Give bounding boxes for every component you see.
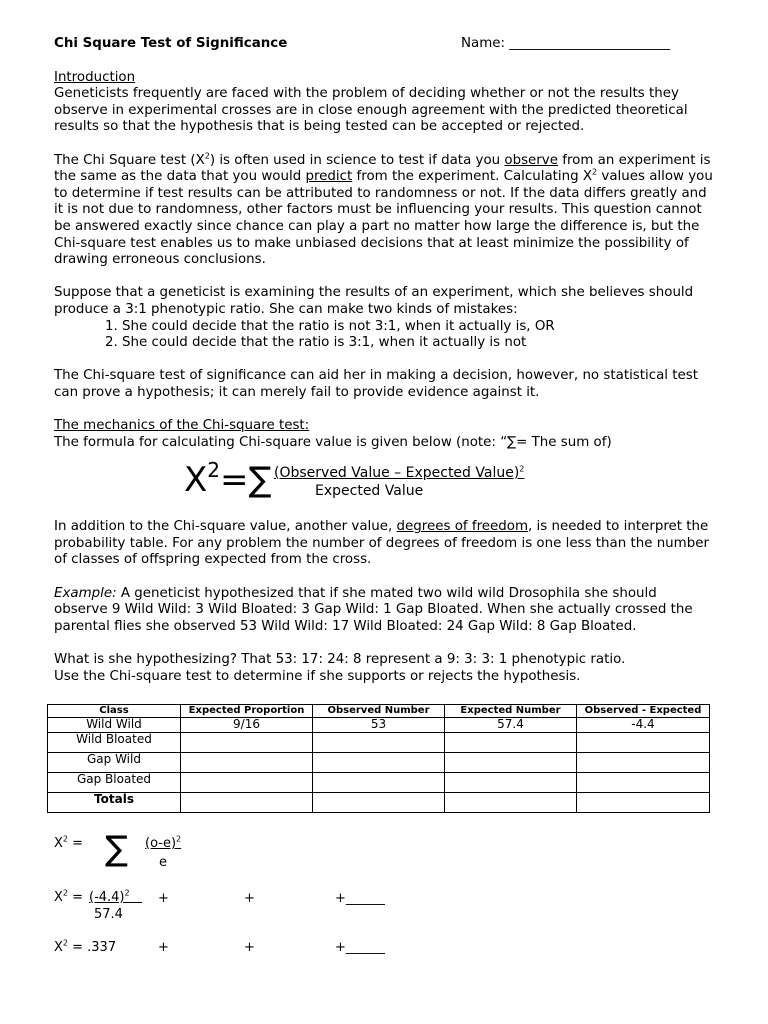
column-header: Class [48,705,181,718]
table-header-row [48,705,710,718]
document-body [54,36,714,685]
table-row [48,773,710,793]
table-cell[interactable] [313,793,445,813]
calc-line1-lhs: $X^2$ = [54,888,84,905]
calc-oe-numerator: $(o-e)^2$ [145,834,182,851]
calc-oe-denominator: e [159,855,167,870]
plus-blank[interactable]: +______ [335,940,385,955]
sigma-icon: ∑ [105,829,128,869]
table-cell[interactable] [181,753,313,773]
name-field-label[interactable]: Name: ________________________ [461,36,670,51]
instruction: Use the Chi-square test to determine if she supports or rejects the hypothesis. [54,668,581,684]
table-cell[interactable] [445,793,577,813]
calc-line2-lhs: $X^2 = .337$ [54,938,117,955]
table-cell[interactable] [445,773,577,793]
plus-sign: + [244,891,255,906]
table-cell[interactable] [181,793,313,813]
formula-denominator: Expected Value [315,483,424,500]
intro-paragraph: Geneticists frequently are faced with the problem of deciding whether or not the results they observe in experimental crosses are in close enough agreement with the predicted theoretical results so that the hypothesis that is being tested can be accepted or rejected. [54,86,688,135]
class-cell: Wild Bloated [48,733,181,753]
class-cell: Wild Wild [48,718,181,733]
calc-formula-lhs: $X^2$ = [54,834,84,851]
plus-sign: + [158,940,169,955]
class-cell: Gap Wild [48,753,181,773]
degrees-of-freedom-term: degrees of freedom [396,519,528,535]
formula-numerator: (Observed Value – Expected Value)$^2$ [274,464,525,482]
table-cell[interactable] [577,733,710,753]
table-cell[interactable] [313,733,445,753]
column-header: Expected Number [445,705,577,718]
column-header: Observed - Expected [577,705,710,718]
geneticist-scenario: Suppose that a geneticist is examining the results of an experiment, which she believes should produce a 3:1 phenotypic ratio. She can make two kinds of mistakes: [54,285,694,317]
totals-label: Totals [48,793,181,813]
intro-heading: Introduction [54,69,136,85]
plus-sign: + [158,891,169,906]
predict-term: predict [305,169,353,185]
chi-square-table [47,704,710,813]
observe-term: observe [504,152,558,168]
table-row [48,753,710,773]
calc-line1-numerator: $(-4.4)^2$ [89,888,130,905]
chi-square-formula [54,451,714,519]
mistakes-list [54,319,714,352]
table-cell[interactable]: 53 [313,718,445,733]
list-item: 1. She could decide that the ratio is not 3:1, when it actually is, OR [122,319,714,336]
table-row [48,718,710,733]
totals-row [48,793,710,813]
mechanics-heading: The mechanics of the Chi-square test: [54,418,310,434]
table-cell[interactable] [181,773,313,793]
table-cell[interactable] [445,733,577,753]
example-label: Example: [54,585,117,601]
significance-paragraph: The Chi-square test of significance can aid her in making a decision, however, no statistical test can prove a hypothesis; it can merely fail to provide evidence against it. [54,368,698,400]
table-cell[interactable] [577,773,710,793]
table-cell[interactable] [577,753,710,773]
table-cell[interactable] [445,753,577,773]
plus-blank[interactable]: +______ [335,891,385,906]
header [54,36,714,53]
hypothesis-question: What is she hypothesizing? That 53: 17: 24: 8 represent a 9: 3: 3: 1 phenotypic ratio. [54,652,626,667]
list-item: 2. She could decide that the ratio is 3:1, when it actually is not [122,335,714,352]
table-cell[interactable]: -4.4 [577,718,710,733]
plus-sign: + [244,940,255,955]
class-cell: Gap Bloated [48,773,181,793]
formula-intro: The formula for calculating Chi-square value is given below (note: “∑= The sum of) [54,434,612,450]
table-cell[interactable] [577,793,710,813]
table-cell[interactable] [181,733,313,753]
document-title: Chi Square Test of Significance [54,36,288,51]
example-paragraph: Example: A geneticist hypothesized that if she mated two wild wild Drosophila she should observe 9 Wild Wild: 3 Wild Bloated: 3 Gap Wild: 1 Gap Bloated. When she actually crossed the parental flies she observed 53 Wild Wild: 17 Wild Bloated: 24 Gap Wild: 8 Gap Bloated. [54,585,693,634]
table-cell[interactable]: 9/16 [181,718,313,733]
column-header: Expected Proportion [181,705,313,718]
table-cell[interactable] [313,773,445,793]
table-row [48,733,710,753]
degrees-of-freedom-paragraph: In addition to the Chi-square value, another value, degrees of freedom, is needed to interpret the probability table. For any problem the number of degrees of freedom is one less than the number of classes of offspring expected from the cross. [54,519,709,568]
formula-lhs: $X^2=\sum$ [184,458,272,501]
column-header: Observed Number [313,705,445,718]
chi-square-description: The Chi Square test $(X^2)$ is often used in science to test if data you observe from an experiment is the same as the data that you would predict from the experiment. Calculating $X^2$ values allow you to determine if test results can be attributed to randomness or not. If the data differs greatly and it is not due to randomness, other factors must be influencing your results. This question cannot be answered exactly since chance can play a part no matter how large the difference is, but the Chi-square test enables us to make unbiased decisions that at least minimize the possibility of drawing erroneous conclusions. [54,151,713,268]
table-cell[interactable] [313,753,445,773]
calc-line1-denominator: 57.4 [94,907,123,922]
table-cell[interactable]: 57.4 [445,718,577,733]
